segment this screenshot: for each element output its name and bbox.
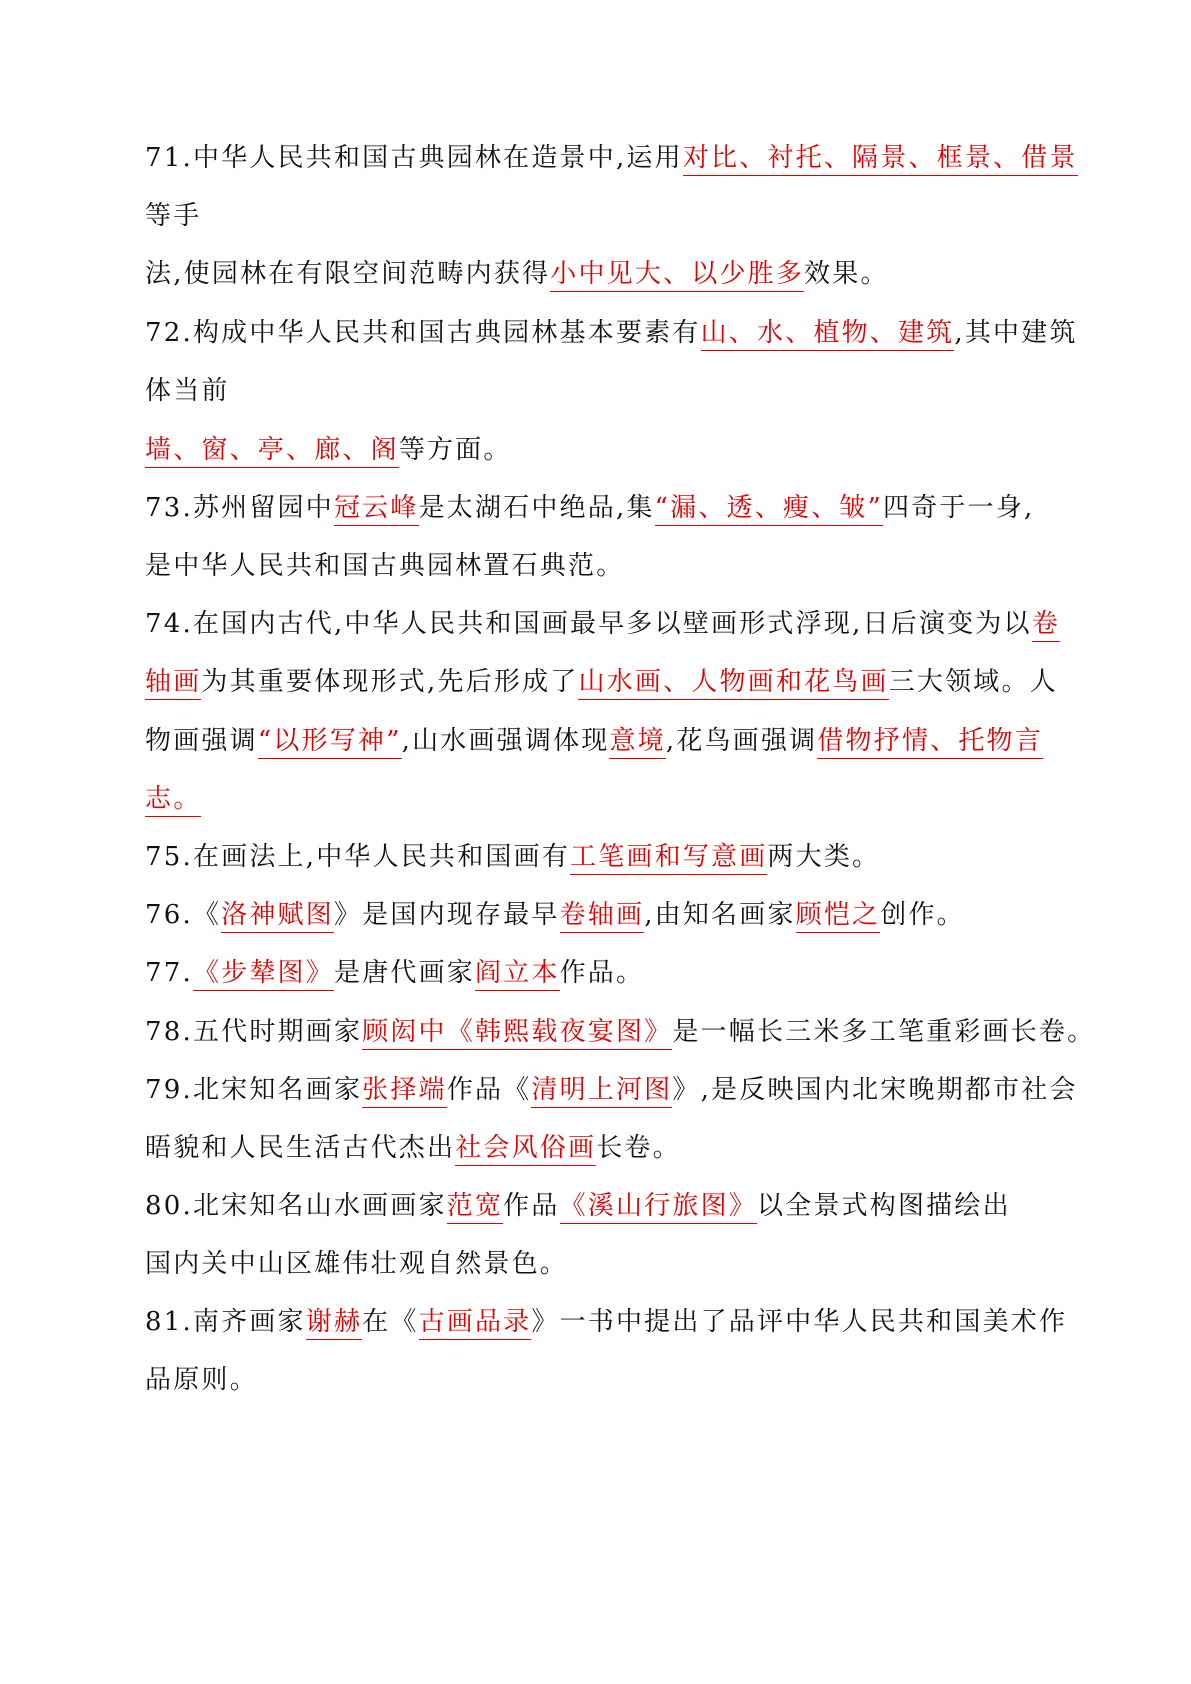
text-line: [145, 138, 1078, 178]
answer-text: 卷轴画: [560, 900, 645, 933]
body-text: 79.北宋知名画家: [145, 1075, 363, 1105]
answer-text: 阎立本: [475, 958, 560, 991]
body-text: 77.: [145, 958, 193, 988]
answer-text: 借物抒情、托物言: [817, 726, 1043, 759]
answer-text: “以形写神”: [258, 726, 402, 759]
text-line: [145, 1070, 1078, 1110]
text-line: [145, 721, 1043, 761]
answer-text: 顾恺之: [796, 900, 881, 933]
text-line: [145, 488, 1035, 528]
body-text: ,花鸟画强调: [665, 726, 818, 756]
body-text: 在《: [362, 1307, 419, 1337]
text-line: [145, 662, 1058, 702]
answer-text: 清明上河图: [531, 1075, 672, 1108]
text-line: [145, 430, 512, 470]
body-text: 品原则。: [145, 1365, 258, 1395]
body-text: 72.构成中华人民共和国古典园林基本要素有: [145, 318, 701, 348]
body-text: 74.在国内古代,中华人民共和国画最早多以壁画形式浮现,日后演变为以: [145, 609, 1032, 639]
answer-text: 冠云峰: [334, 493, 419, 526]
text-line: [145, 953, 644, 993]
text-line: [145, 1186, 1011, 1226]
answer-text: 洛神赋图: [221, 900, 334, 933]
body-text: 是太湖石中绝品,集: [418, 493, 655, 523]
text-line: [145, 1012, 1095, 1052]
text-line: [145, 254, 889, 294]
body-text: 晤貌和人民生活古代杰出: [145, 1133, 456, 1163]
answer-text: 志。: [145, 784, 201, 817]
body-text: 为其重要体现形式,先后形成了: [201, 667, 579, 697]
answer-text: 墙、窗、亭、廊、阁: [145, 435, 399, 468]
body-text: 》,是反映国内北宋晚期都市社会: [672, 1075, 1078, 1105]
body-text: 80.北宋知名山水画画家: [145, 1191, 447, 1221]
body-text: 等方面。: [398, 435, 512, 465]
body-text: 等手: [145, 201, 202, 231]
body-text: 创作。: [880, 900, 965, 930]
body-text: 作品《: [446, 1075, 532, 1105]
body-text: 效果。: [804, 259, 889, 289]
text-line: [145, 371, 230, 411]
body-text: 两大类。: [767, 842, 881, 872]
body-text: ,由知名画家: [644, 900, 796, 930]
text-line: [145, 196, 201, 236]
body-text: 78.五代时期画家: [145, 1017, 363, 1047]
body-text: 》是国内现存最早: [333, 900, 560, 930]
text-line: [145, 1360, 258, 1400]
body-text: 体当前: [145, 376, 230, 406]
answer-text: 轴画: [145, 667, 201, 700]
answer-text: 社会风俗画: [455, 1133, 596, 1166]
answer-text: 对比、衬托、隔景、框景、借景: [683, 143, 1078, 176]
body-text: 作品: [503, 1191, 560, 1221]
answer-text: 工笔画和写意画: [570, 842, 767, 875]
body-text: 》一书中提出了品评中华人民共和国美术作: [531, 1307, 1068, 1337]
body-text: 75.在画法上,中华人民共和国画有: [145, 842, 571, 872]
text-line: [145, 837, 880, 877]
answer-text: 张择端: [362, 1075, 447, 1108]
body-text: 长卷。: [596, 1133, 681, 1163]
text-line: [145, 1302, 1067, 1342]
body-text: 71.中华人民共和国古典园林在造景中,运用: [145, 143, 683, 173]
body-text: 法,使园林在有限空间范畴内获得: [145, 259, 551, 289]
body-text: 国内关中山区雄伟壮观自然景色。: [145, 1249, 569, 1279]
body-text: 作品。: [559, 958, 645, 988]
text-line: [145, 895, 965, 935]
body-text: ,山水画强调体现: [401, 726, 610, 756]
answer-text: 范宽: [447, 1191, 503, 1224]
body-text: 三大领域。人: [888, 667, 1058, 697]
body-text: 是一幅长三米多工笔重彩画长卷。: [672, 1017, 1096, 1047]
answer-text: 《溪山行旅图》: [560, 1191, 757, 1224]
body-text: 73.苏州留园中: [145, 493, 334, 523]
answer-text: 顾闳中《韩熙载夜宴图》: [362, 1017, 672, 1050]
answer-text: 卷: [1032, 609, 1060, 642]
answer-text: 山、水、植物、建筑: [701, 318, 955, 351]
body-text: 是唐代画家: [333, 958, 475, 988]
body-text: 以全景式构图描绘出: [756, 1191, 1011, 1221]
body-text: 物画强调: [145, 726, 258, 756]
text-line: [145, 313, 1078, 353]
answer-text: 小中见大、以少胜多: [550, 259, 804, 292]
answer-text: 古画品录: [419, 1307, 532, 1340]
answer-text: “漏、透、瘦、皱”: [655, 493, 883, 526]
text-line: [145, 1128, 681, 1168]
text-line: [145, 546, 624, 586]
answer-text: 意境: [609, 726, 665, 759]
body-text: 76.《: [145, 900, 222, 930]
text-line: [145, 779, 201, 819]
body-text: 是中华人民共和国古典园林置石典范。: [145, 551, 625, 581]
answer-text: 谢赫: [306, 1307, 362, 1340]
body-text: 四奇于一身,: [883, 493, 1035, 523]
body-text: 81.南齐画家: [145, 1307, 306, 1337]
body-text: ,其中建筑: [954, 318, 1078, 348]
text-line: [145, 1244, 568, 1284]
answer-text: 山水画、人物画和花鸟画: [578, 667, 888, 700]
text-line: [145, 604, 1060, 644]
answer-text: 《步辇图》: [193, 958, 334, 991]
